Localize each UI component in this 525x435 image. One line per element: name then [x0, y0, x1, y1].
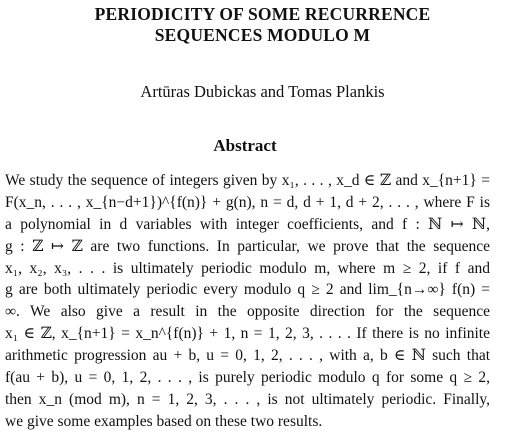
abstract-line: arithmetic progression au + b, u = 0, 1, 2, . . . , with a, b ∈ ℕ such that [5, 347, 491, 365]
abstract-heading: Abstract [213, 136, 277, 155]
paper-authors: Artūras Dubickas and Tomas Plankis [140, 82, 385, 101]
title-line-2: SEQUENCES MODULO M [154, 25, 371, 45]
abstract-line: g : ℤ ↦ ℤ are two functions. In particular, we prove that the sequence [5, 237, 490, 255]
abstract-body [5, 170, 490, 433]
title-line-1: PERIODICITY OF SOME RECURRENCE [94, 4, 431, 24]
abstract-line: We study the sequence of integers given by x₁, . . . , x_d ∈ ℤ and x_{n+1} = [5, 172, 490, 189]
abstract-line: ∞. We also give a result in the opposite direction for the sequence [5, 303, 490, 321]
abstract-line: a polynomial in d variables with integer coefficients, and f : ℕ ↦ ℕ, [5, 215, 490, 233]
abstract-line: F(x_n, . . . , x_{n−d+1})^{f(n)} + g(n), n = d, d + 1, d + 2, . . . , where F is [5, 193, 490, 211]
abstract-line: x₁ ∈ ℤ, x_{n+1} = x_n^{f(n)} + 1, n = 1, 2, 3, . . . . If there is no infinite [5, 325, 490, 343]
abstract-line: we give some examples based on these two results. [5, 412, 323, 430]
paper-title [0, 4, 525, 46]
abstract-line: g are both ultimately periodic every modulo q ≥ 2 and lim_{n→∞} f(n) = [5, 281, 490, 299]
abstract-line: then x_n (mod m), n = 1, 2, 3, . . . , is not ultimately periodic. Finally, [5, 390, 490, 408]
abstract-line: f(au + b), u = 0, 1, 2, . . . , is purely periodic modulo q for some q ≥ 2, [5, 369, 490, 387]
abstract-line: x₁, x₂, x₃, . . . is ultimately periodic modulo m, where m ≥ 2, if f and [5, 259, 490, 277]
